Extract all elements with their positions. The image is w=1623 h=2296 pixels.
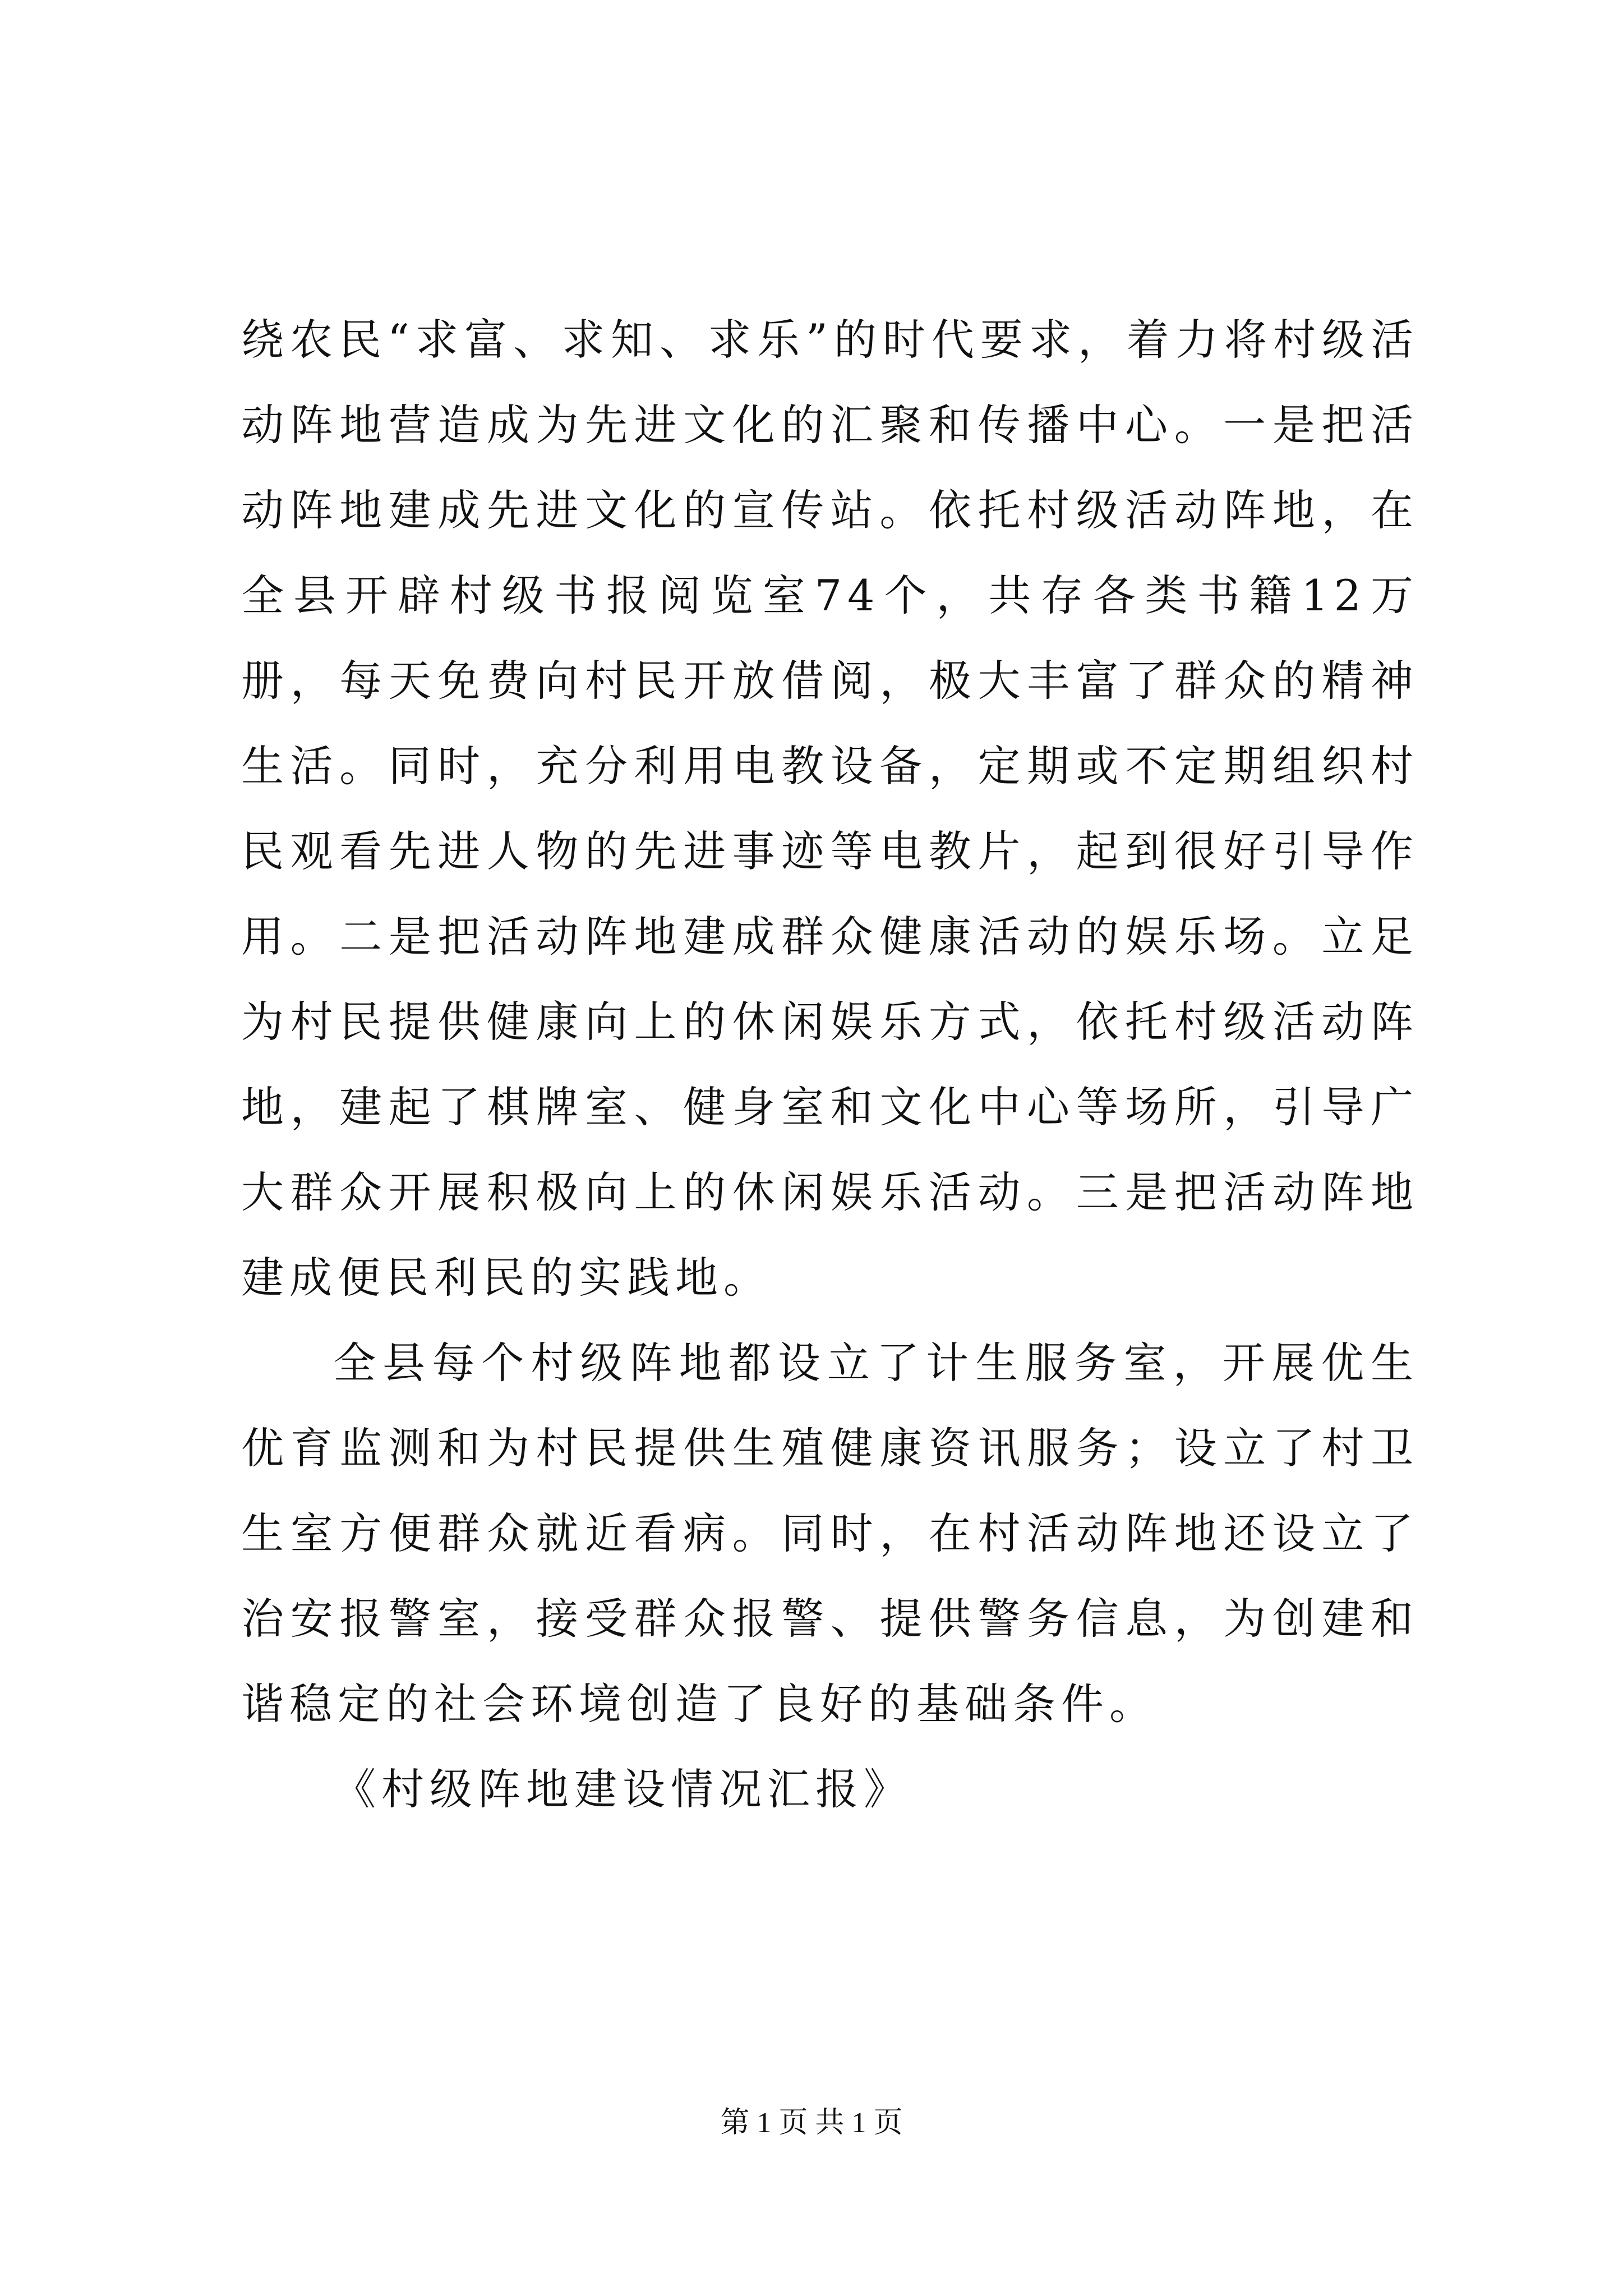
document-title-reference: 《村级阵地建设情况汇报》 xyxy=(333,1764,912,1814)
page-footer: 第 1 页 共 1 页 xyxy=(720,2107,903,2139)
paragraph-activity-venues: 绕农民“求富、求知、求乐”的时代要求，着力将村级活动阵地营造成为先进文化的汇聚和传播中心。一是把活动阵地建成先进文化的宣传站。依托村级活动阵地，在全县开辟村级书报阅览室74个，共存各类书籍12万册，每天免费向村民开放借阅，极大丰富了群众的精神生活。同时，充分利用电教设备，定期或不定期组织村民观看先进人物的先进事迹等电教片，起到很好引导作用。二是把活动阵地建成群众健康活动的娱乐场。立足为村民提供健康向上的休闲娱乐方式，依托村级活动阵地，建起了棋牌室、健身室和文化中心等场所，引导广大群众开展积极向上的休闲娱乐活动。三是把活动阵地建成便民利民的实践地。 xyxy=(241,315,1419,1303)
document-body xyxy=(241,297,1419,1832)
paragraph-service-rooms: 全县每个村级阵地都设立了计生服务室，开展优生优育监测和为村民提供生殖健康资讯服务；设立了村卫生室方便群众就近看病。同时，在村活动阵地还设立了治安报警室，接受群众报警、提供警务信息，为创建和谐稳定的社会环境创造了良好的基础条件。 xyxy=(241,1338,1419,1729)
